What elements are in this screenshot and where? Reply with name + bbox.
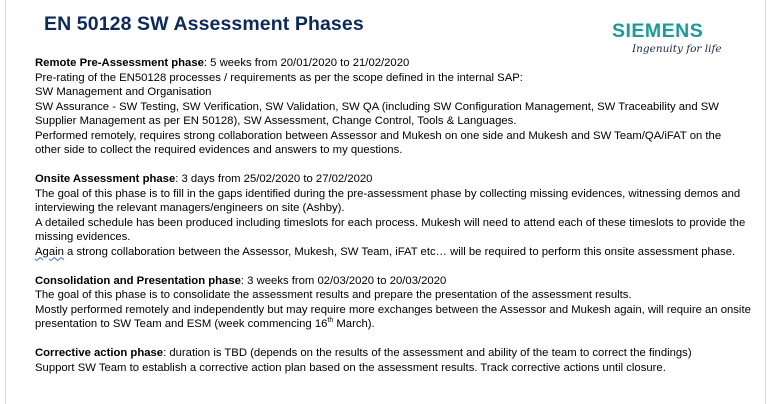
right-border <box>765 0 766 404</box>
section-line: The goal of this phase is to fill in the gaps identified during the pre-assessment phase by collecting missing evidences, witnessing demos and <box>35 187 741 200</box>
section-line: SW Management and Organisation <box>35 86 212 98</box>
section-heading: Consolidation and Presentation phase <box>35 274 241 287</box>
section-detail: : 3 weeks from 02/03/2020 to 20/03/2020 <box>240 274 447 287</box>
section-consolidation-presentation <box>35 274 760 332</box>
section-line-text: March). <box>333 318 375 330</box>
logo-wordmark: SIEMENS <box>612 20 704 42</box>
phases-content <box>35 56 760 390</box>
section-header <box>35 274 760 289</box>
section-line: A detailed schedule has been produced including timeslots for each process. Mukesh will need to attend each of these timeslots to provide the <box>35 216 746 229</box>
section-line: Pre-rating of the EN50128 processes / requirements as per the scope defined in the internal SAP: <box>35 71 523 84</box>
section-detail: : duration is TBD (depends on the results of the assessment and ability of the team to correct the findings) <box>163 347 692 359</box>
section-line: interviewing the relevant managers/engineers on site (Ashby). <box>35 202 345 214</box>
section-detail: : 3 days from 25/02/2020 to 27/02/2020 <box>175 173 373 185</box>
section-line: Support SW Team to establish a corrective action plan based on the assessment results. Track corrective actions until closure. <box>35 361 666 374</box>
section-header <box>35 172 760 187</box>
section-line: Supplier Management as per EN 50128), SW Assessment, Change Control, Tools & Languages. <box>35 115 517 127</box>
section-line: missing evidences. <box>35 231 131 243</box>
section-corrective-action <box>35 346 760 375</box>
section-heading: Onsite Assessment phase <box>35 173 176 185</box>
section-line: Performed remotely, requires strong collaboration between Assessor and Mukesh on one side and Mukesh and SW Team/QA/iFAT on the <box>35 129 722 142</box>
section-line <box>35 317 760 332</box>
section-heading: Corrective action phase <box>35 347 164 359</box>
section-heading: Remote Pre-Assessment phase <box>35 57 204 69</box>
section-line: Mostly performed remotely and independently but may require more exchanges between the Assessor and Mukesh again, will require an onsite <box>35 303 751 316</box>
siemens-logo <box>612 20 732 60</box>
section-line-text: a strong collaboration between the Assessor, Mukesh, SW Team, iFAT etc… will be required to perform this onsite assessment phase. <box>63 245 736 258</box>
section-line: other side to collect the required evidences and answers to my questions. <box>35 144 403 156</box>
section-detail: : 5 weeks from 20/01/2020 to 21/02/2020 <box>203 57 410 69</box>
section-line-text: presentation to SW Team and ESM (week commencing 16 <box>35 318 328 330</box>
section-header <box>35 56 760 71</box>
section-line <box>35 245 760 260</box>
section-remote-pre-assessment <box>35 56 760 158</box>
left-border <box>5 0 6 404</box>
section-onsite-assessment <box>35 172 760 259</box>
page-title: EN 50128 SW Assessment Phases <box>44 13 364 35</box>
ordinal-suffix: th <box>327 317 334 325</box>
spellcheck-word[interactable]: Again <box>35 245 64 258</box>
logo-tagline: Ingenuity for life <box>632 43 722 55</box>
section-line: SW Assurance - SW Testing, SW Verification, SW Validation, SW QA (including SW Configuration Management, SW Traceability and SW <box>35 100 719 113</box>
section-line: The goal of this phase is to consolidate the assessment results and prepare the presentation of the assessment results. <box>35 289 632 301</box>
section-header <box>35 346 760 361</box>
